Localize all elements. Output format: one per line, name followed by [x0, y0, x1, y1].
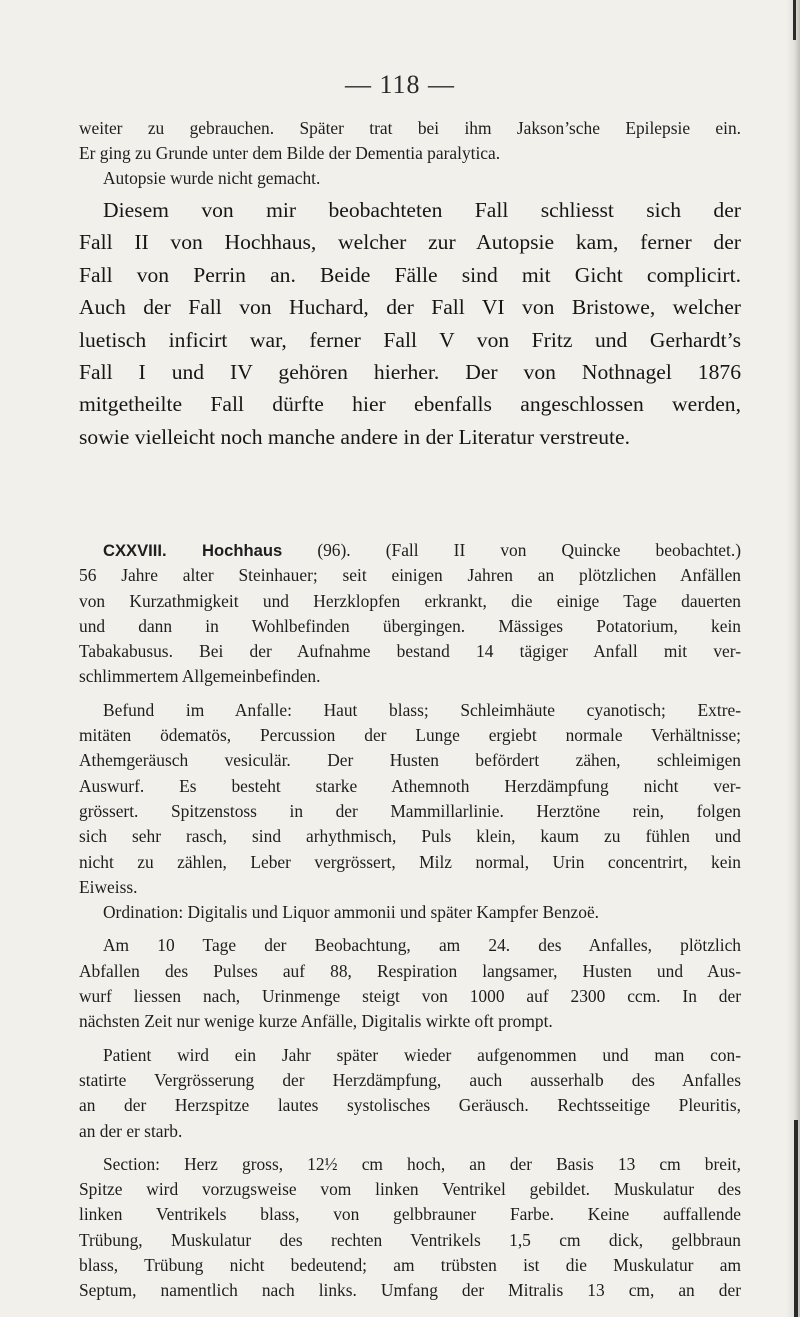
text-line: und dann in Wohlbefinden übergingen. Mässiges Potatorium, kein: [79, 615, 741, 636]
text-line: grössert. Spitzenstoss in der Mammillarlinie. Herztöne rein, folgen: [79, 800, 741, 821]
text-line: Fall von Perrin an. Beide Fälle sind mit Gicht complicirt.: [79, 262, 741, 287]
text-line: nächsten Zeit nur wenige kurze Anfälle, Digitalis wirkte oft prompt.: [79, 1011, 553, 1032]
text-line: Trübung, Muskulatur des rechten Ventrikels 1,5 cm dick, gelbbraun: [79, 1229, 741, 1250]
text-line: weiter zu gebrauchen. Später trat bei ihm Jakson’sche Epilepsie ein.: [79, 118, 741, 138]
text-line: Er ging zu Grunde unter dem Bilde der Dementia paralytica.: [79, 143, 501, 163]
text-line: nicht zu zählen, Leber vergrössert, Milz normal, Urin concentrirt, kein: [79, 851, 741, 872]
intro-paragraph: [79, 116, 741, 191]
text-line: mitgetheilte Fall dürfte hier ebenfalls angeschlossen werden,: [79, 392, 741, 417]
text-line: Eiweiss.: [79, 876, 138, 897]
text-line: statirte Vergrösserung der Herzdämpfung, auch ausserhalb des Anfalles: [79, 1069, 741, 1090]
page-number: — 118 —: [344, 70, 456, 99]
text-line: Spitze wird vorzugsweise vom linken Ventrikel gebildet. Muskulatur des: [79, 1179, 741, 1200]
page-edge-mark: [794, 1120, 798, 1317]
text-line: Auswurf. Es besteht starke Athemnoth Herzdämpfung nicht ver-: [79, 775, 741, 796]
text-line: 56 Jahre alter Steinhauer; seit einigen Jahren an plötzlichen Anfällen: [79, 565, 741, 586]
text-line: Septum, namentlich nach links. Umfang der Mitralis 13 cm, an der: [79, 1280, 741, 1301]
text-line: Section: Herz gross, 12½ cm hoch, an der Basis 13 cm breit,: [103, 1153, 741, 1174]
text-line: Abfallen des Pulses auf 88, Respiration langsamer, Husten und Aus-: [79, 960, 741, 981]
text-line: Fall I und IV gehören hierher. Der von Nothnagel 1876: [79, 360, 741, 385]
text-line: Am 10 Tage der Beobachtung, am 24. des Anfalles, plötzlich: [103, 935, 741, 956]
case-report: [79, 538, 741, 1304]
text-line: mitäten ödematös, Percussion der Lunge ergiebt normale Verhältnisse;: [79, 725, 741, 746]
text-line: luetisch inficirt war, ferner Fall V von Fritz und Gerhardt’s: [79, 327, 741, 352]
case-heading-title: CXXVIII. Hochhaus: [103, 541, 283, 560]
case-heading: [79, 538, 741, 563]
main-paragraph: [79, 194, 741, 453]
text-line: an der er starb.: [79, 1120, 183, 1141]
text-line: wurf liessen nach, Urinmenge steigt von 1000 auf 2300 ccm. In der: [79, 986, 741, 1007]
page-edge-mark: [793, 0, 796, 40]
text-line: Fall II von Hochhaus, welcher zur Autopsie kam, ferner der: [79, 230, 741, 255]
case-heading-rest: (96). (Fall II von Quincke beobachtet.): [317, 540, 741, 560]
text-line: Befund im Anfalle: Haut blass; Schleimhäute cyanotisch; Extre-: [103, 699, 741, 720]
text-line: Tabakabusus. Bei der Aufnahme bestand 14 tägiger Anfall mit ver-: [79, 641, 741, 662]
text-line: Athemgeräusch vesiculär. Der Husten befördert zähen, schleimigen: [79, 750, 741, 771]
text-line: Autopsie wurde nicht gemacht.: [103, 168, 321, 188]
text-line: Auch der Fall von Huchard, der Fall VI von Bristowe, welcher: [79, 295, 741, 320]
text-line: schlimmertem Allgemeinbefinden.: [79, 666, 321, 687]
text-line: sowie vielleicht noch manche andere in der Literatur verstreute.: [79, 424, 630, 449]
text-line: Ordination: Digitalis und Liquor ammonii und später Kampfer Benzoë.: [103, 902, 600, 923]
text-line: linken Ventrikels blass, von gelbbrauner Farbe. Keine auffallende: [79, 1204, 741, 1225]
text-line: blass, Trübung nicht bedeutend; am trübsten ist die Muskulatur am: [79, 1255, 741, 1276]
text-line: Diesem von mir beobachteten Fall schliesst sich der: [103, 198, 741, 222]
text-line: sich sehr rasch, sind arhythmisch, Puls klein, kaum zu fühlen und: [79, 826, 741, 847]
text-line: von Kurzathmigkeit und Herzklopfen erkrankt, die einige Tage dauerten: [79, 590, 741, 611]
text-line: Patient wird ein Jahr später wieder aufgenommen und man con-: [103, 1044, 741, 1065]
text-line: an der Herzspitze lautes systolisches Geräusch. Rechtsseitige Pleuritis,: [79, 1095, 741, 1116]
